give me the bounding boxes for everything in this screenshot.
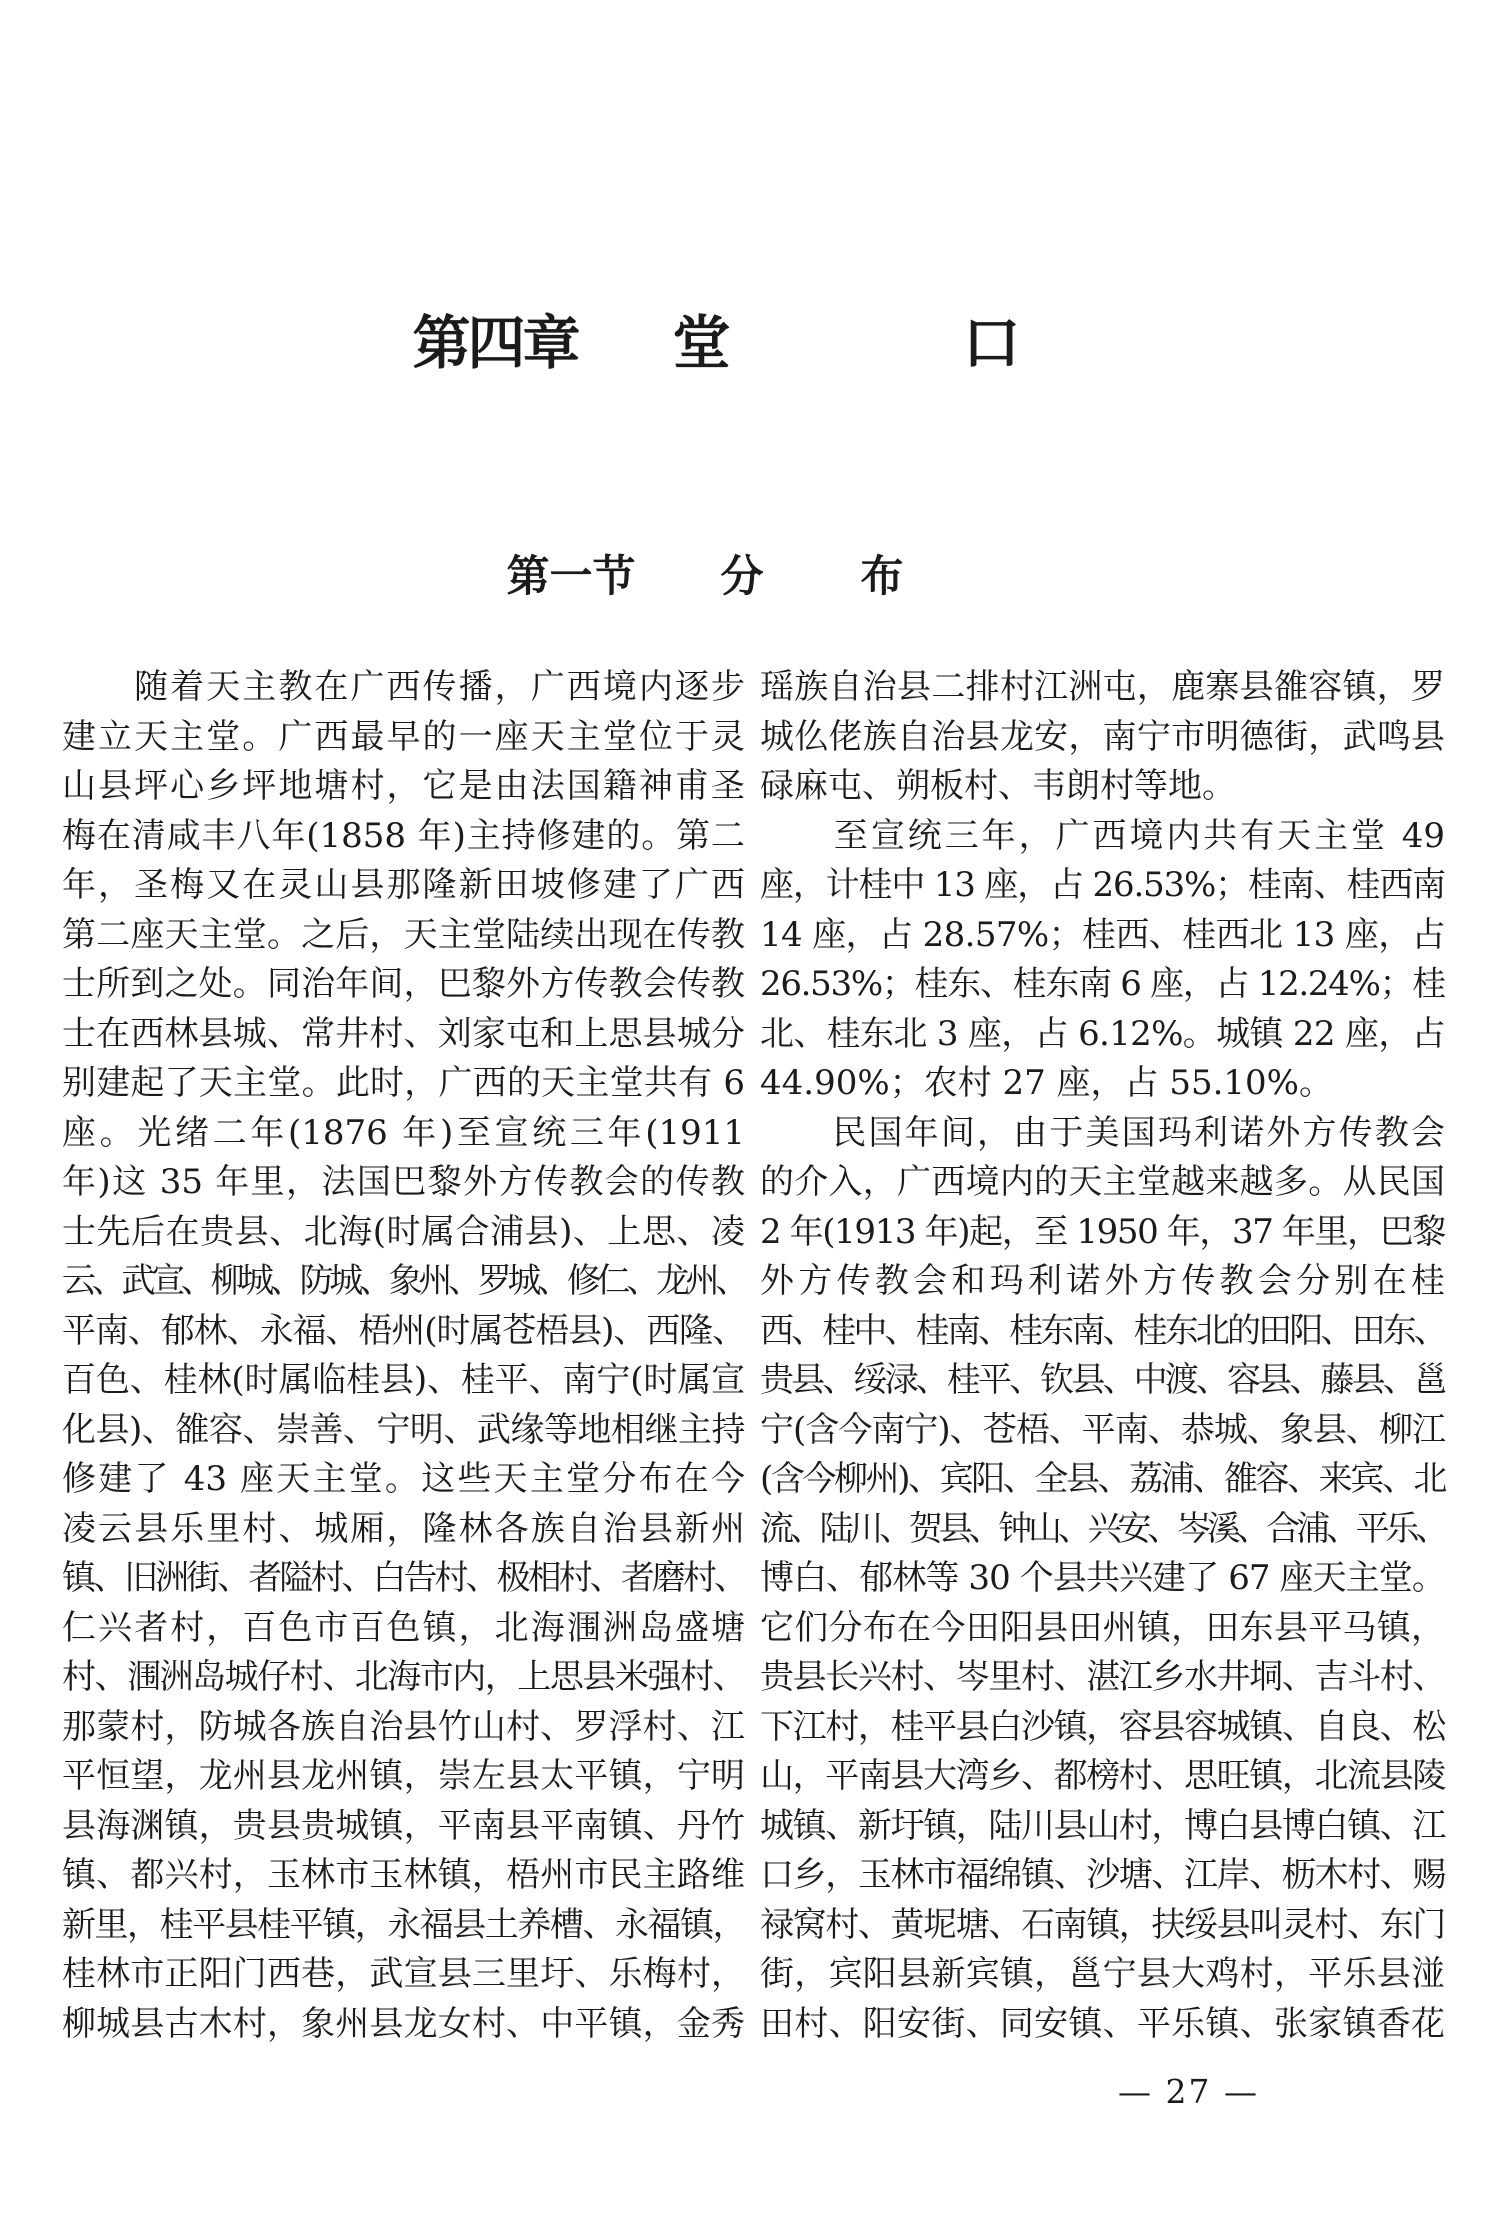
text-line: 禄窝村、黄坭塘、石南镇，扶绥县叫灵村、东门 — [760, 1904, 1445, 1945]
text-line: 士所到之处。同治年间，巴黎外方传教会传教 — [62, 964, 745, 1004]
text-line: 化县)、雒容、崇善、宁明、武缘等地相继主持 — [62, 1409, 745, 1450]
text-line: 瑶族自治县二排村江洲屯，鹿寨县雒容镇，罗 — [760, 667, 1445, 707]
text-line: 仁兴者村，百色市百色镇，北海涠洲岛盛塘 — [62, 1607, 745, 1648]
text-line: 城仫佬族自治县龙安，南宁市明德街，武鸣县 — [760, 716, 1445, 757]
text-line: 北、桂东北 3 座，占 6.12%。城镇 22 座，占 — [760, 1013, 1445, 1054]
text-column-left — [62, 663, 745, 2049]
text-line: 座，计桂中 13 座，占 26.53%；桂南、桂西南 — [760, 865, 1445, 905]
text-line: 士先后在贵县、北海(时属合浦县)、上思、凌 — [62, 1211, 745, 1252]
text-line: 26.53%；桂东、桂东南 6 座，占 12.24%；桂 — [760, 964, 1445, 1004]
text-column-right — [760, 663, 1445, 2049]
text-line: 梅在清咸丰八年(1858 年)主持修建的。第二 — [62, 815, 745, 856]
section-title-char: 分 — [720, 552, 764, 602]
text-line: 西、桂中、桂南、桂东南、桂东北的田阳、田东、 — [760, 1310, 1445, 1351]
text-line: 百色、桂林(时属临桂县)、桂平、南宁(时属宣 — [62, 1360, 745, 1400]
chapter-title-char: 堂 — [672, 309, 728, 377]
text-line: 贵县、绥渌、桂平、钦县、中渡、容县、藤县、邕 — [760, 1360, 1445, 1400]
text-line: 田村、阳安街、同安镇、平乐镇、张家镇香花 — [760, 2003, 1445, 2044]
text-line: 座。光绪二年(1876 年)至宣统三年(1911 — [62, 1112, 745, 1153]
text-line: 平南、郁林、永福、梧州(时属苍梧县)、西隆、 — [62, 1310, 745, 1351]
text-line: 下江村，桂平县白沙镇，容县容城镇、自良、松 — [760, 1706, 1445, 1747]
text-line: 县海渊镇，贵县贵城镇，平南县平南镇、丹竹 — [62, 1805, 745, 1846]
text-line: 村、涠洲岛城仔村、北海市内，上思县米强村、 — [62, 1657, 745, 1697]
text-line: 民国年间，由于美国玛利诺外方传教会 — [760, 1112, 1445, 1153]
text-line: 柳城县古木村，象州县龙女村、中平镇，金秀 — [62, 2003, 745, 2044]
text-line: 年)这 35 年里，法国巴黎外方传教会的传教 — [62, 1162, 745, 1202]
text-line: 年，圣梅又在灵山县那隆新田坡修建了广西 — [62, 865, 745, 905]
text-line: 山县坪心乡坪地塘村，它是由法国籍神甫圣 — [62, 766, 745, 806]
text-line: 凌云县乐里村、城厢，隆林各族自治县新州 — [62, 1508, 745, 1549]
text-line: 平恒望，龙州县龙州镇，崇左县太平镇，宁明 — [62, 1756, 745, 1796]
page-number: — 27 — — [1118, 2072, 1259, 2111]
text-line: 新里，桂平县桂平镇，永福县土养槽、永福镇， — [62, 1904, 745, 1945]
text-line: 城镇、新圩镇，陆川县山村，博白县博白镇、江 — [760, 1805, 1445, 1846]
section-title-char: 布 — [860, 552, 904, 602]
text-line: 山，平南县大湾乡、都榜村、思旺镇，北流县陵 — [760, 1756, 1445, 1796]
text-line: 镇、都兴村，玉林市玉林镇，梧州市民主路维 — [62, 1855, 745, 1895]
text-line: 碌麻屯、朔板村、韦朗村等地。 — [760, 766, 1236, 806]
text-line: 那蒙村，防城各族自治县竹山村、罗浮村、江 — [62, 1706, 745, 1747]
text-line: 的介入，广西境内的天主堂越来越多。从民国 — [760, 1162, 1445, 1202]
text-line: 修建了 43 座天主堂。这些天主堂分布在今 — [62, 1459, 745, 1499]
text-line: 街，宾阳县新宾镇，邕宁县大鸡村，平乐县湴 — [760, 1954, 1445, 1994]
text-line: 44.90%；农村 27 座，占 55.10%。 — [760, 1063, 1333, 1103]
text-line: 2 年(1913 年)起，至 1950 年，37 年里，巴黎 — [760, 1211, 1445, 1252]
text-line: (含今柳州)、宾阳、全县、荔浦、雒容、来宾、北 — [760, 1459, 1445, 1499]
text-line: 博白、郁林等 30 个县共兴建了 67 座天主堂。 — [760, 1558, 1445, 1598]
section-number: 第一节 — [506, 552, 636, 602]
text-line: 云、武宣、柳城、防城、象州、罗城、修仁、龙州、 — [62, 1261, 745, 1301]
text-line: 镇、旧洲街、者隘村、白告村、极相村、者磨村、 — [62, 1558, 745, 1598]
text-line: 至宣统三年，广西境内共有天主堂 49 — [760, 815, 1445, 856]
section-title — [0, 551, 1455, 603]
chapter-title — [0, 308, 1465, 378]
text-line: 它们分布在今田阳县田州镇，田东县平马镇， — [760, 1607, 1445, 1648]
text-line: 别建起了天主堂。此时，广西的天主堂共有 6 — [62, 1063, 745, 1103]
chapter-number: 第四章 — [412, 309, 578, 377]
text-line: 建立天主堂。广西最早的一座天主堂位于灵 — [62, 716, 745, 757]
text-line: 随着天主教在广西传播，广西境内逐步 — [62, 667, 745, 707]
text-line: 贵县长兴村、岑里村、湛江乡水井垌、吉斗村、 — [760, 1657, 1445, 1697]
text-line: 士在西林县城、常井村、刘家屯和上思县城分 — [62, 1013, 745, 1054]
text-line: 口乡，玉林市福绵镇、沙塘、江岸、枥木村、赐 — [760, 1855, 1445, 1895]
text-line: 宁(含今南宁)、苍梧、平南、恭城、象县、柳江 — [760, 1409, 1445, 1450]
text-line: 桂林市正阳门西巷，武宣县三里圩、乐梅村， — [62, 1954, 745, 1994]
text-line: 第二座天主堂。之后，天主堂陆续出现在传教 — [62, 914, 745, 955]
text-line: 外方传教会和玛利诺外方传教会分别在桂 — [760, 1261, 1445, 1301]
text-line: 14 座，占 28.57%；桂西、桂西北 13 座，占 — [760, 914, 1445, 955]
text-line: 流、陆川、贺县、钟山、兴安、岑溪、合浦、平乐、 — [760, 1508, 1445, 1549]
chapter-title-char: 口 — [962, 309, 1018, 377]
